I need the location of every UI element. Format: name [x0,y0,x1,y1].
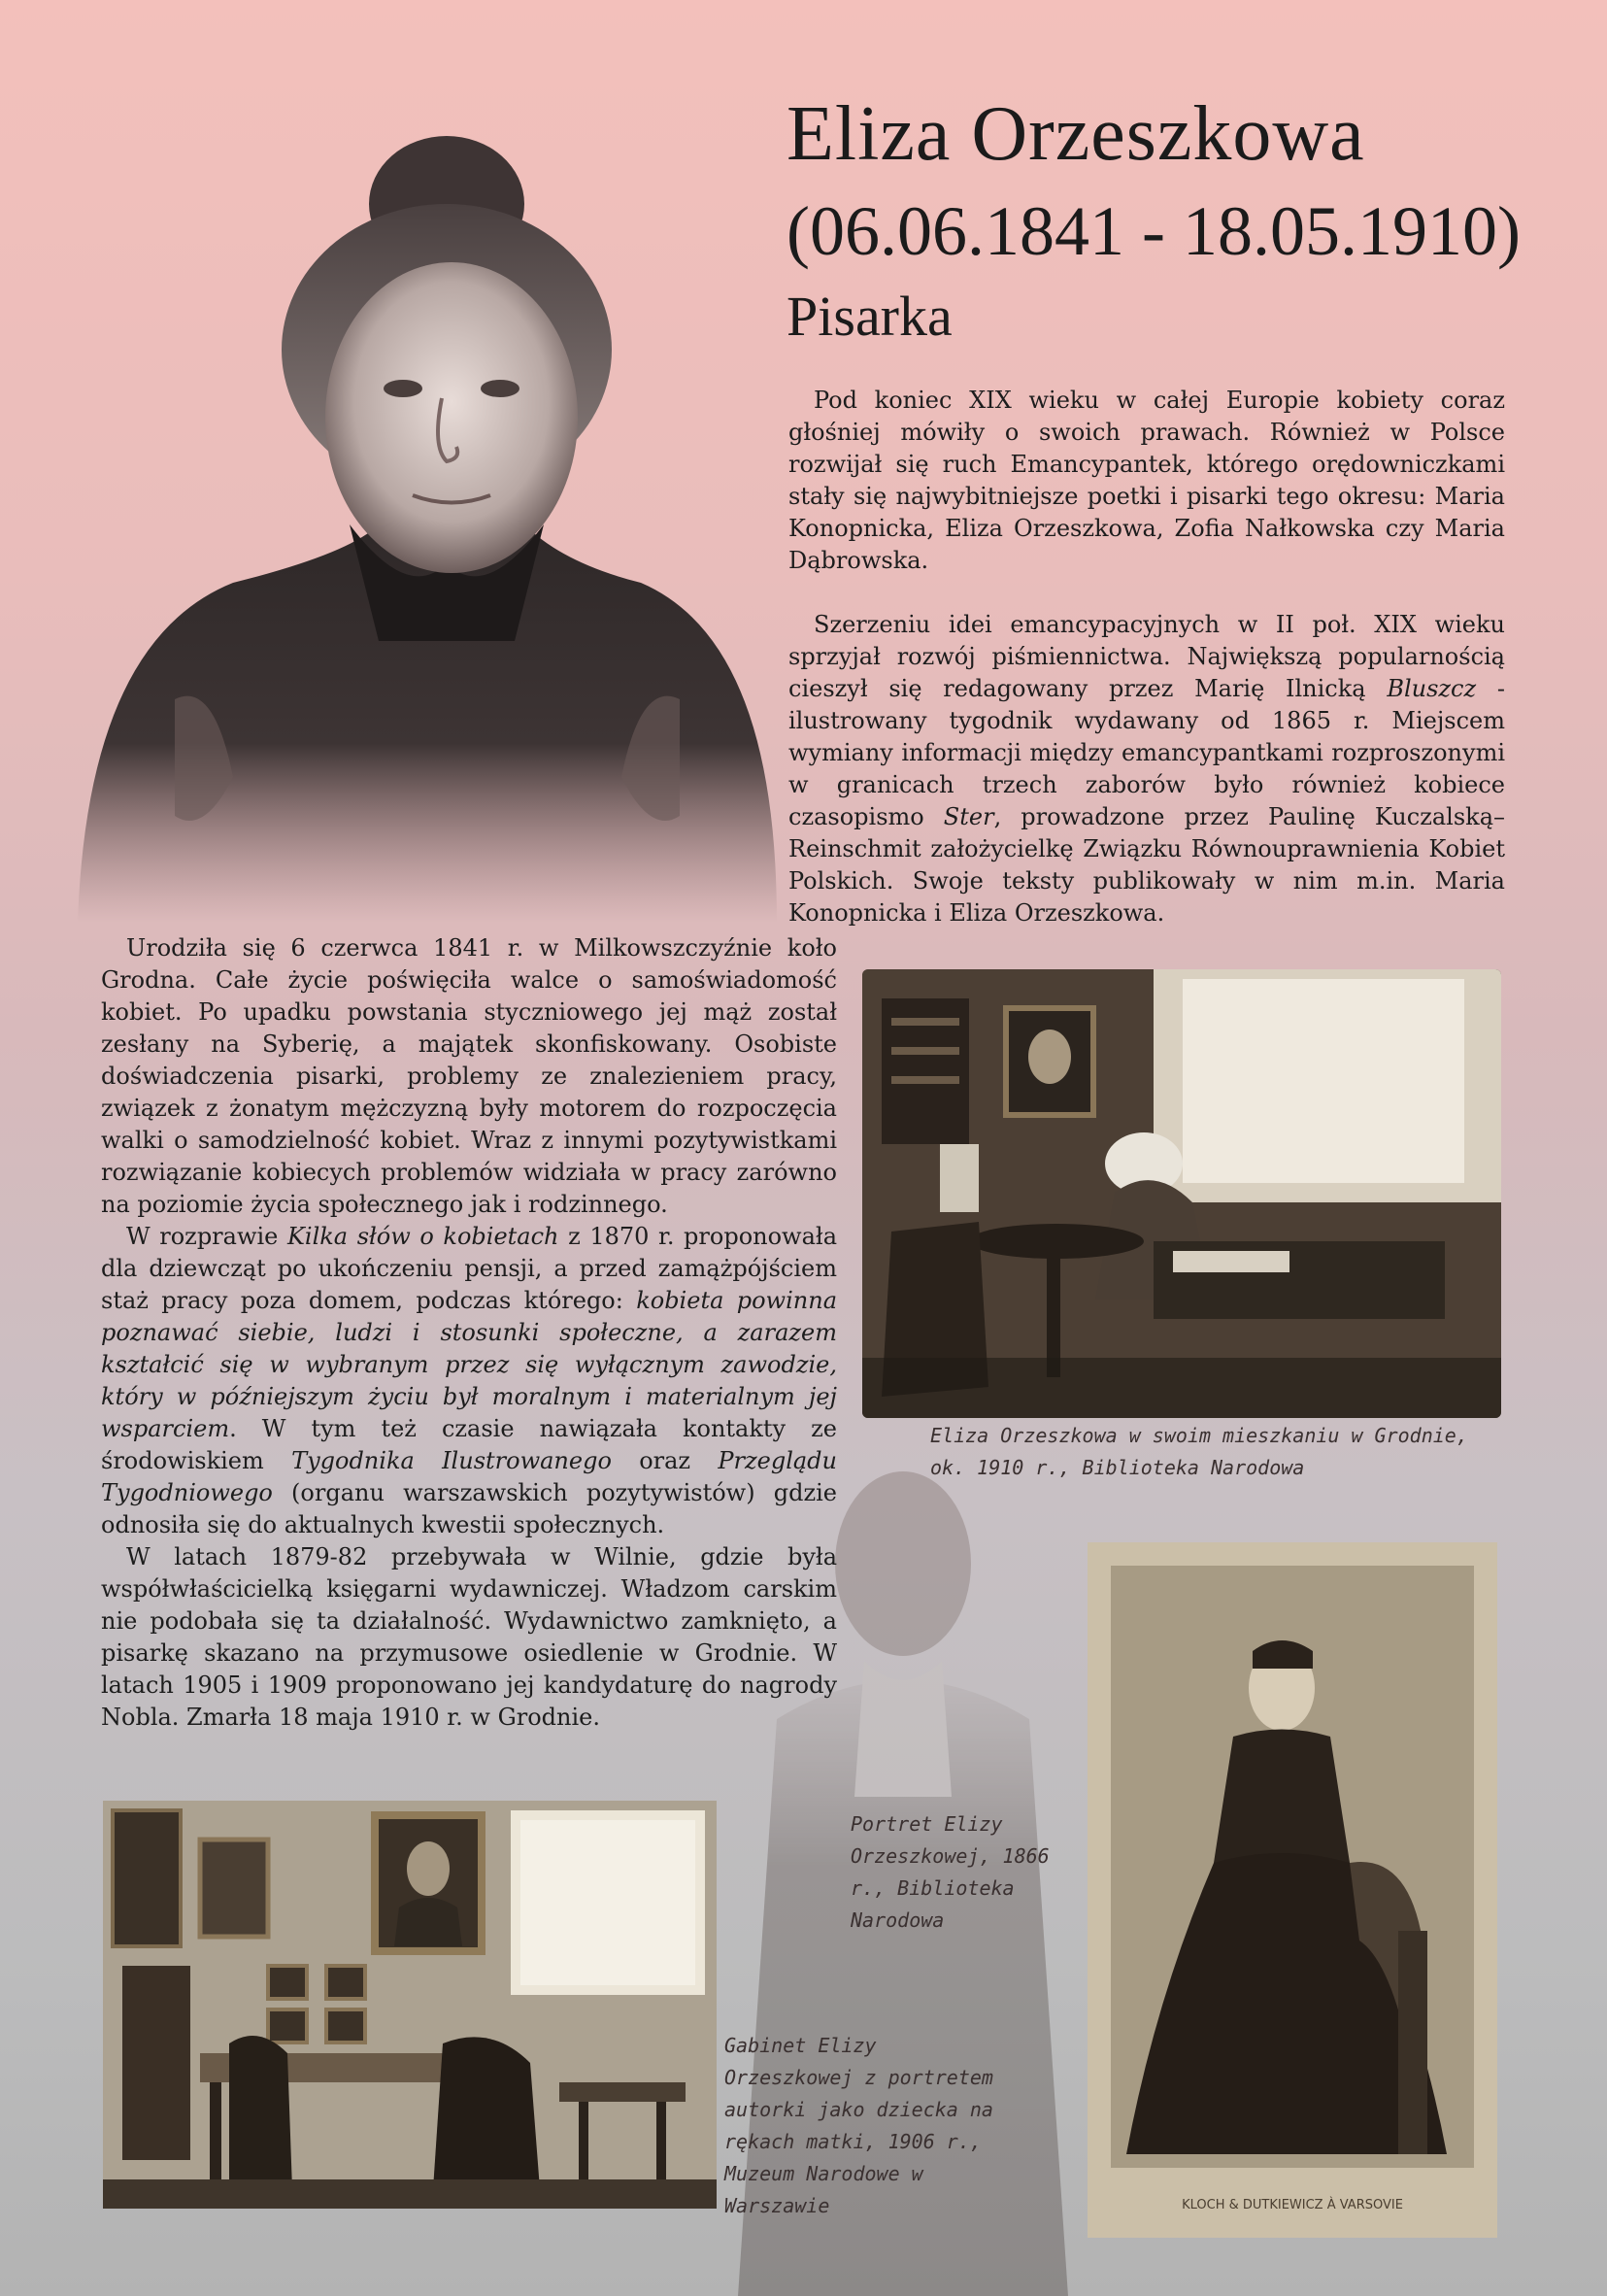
intro-paragraph-2: Szerzeniu idei emancypacyjnych w II poł. XIX wieku sprzyjał rozwój piśmiennictwa. Największą popularnością cieszył się redagowany przez Marię Ilnicką Bluszcz - ilustrowany tygodnik wydawany od 1865 r. Miejscem wymiany informacji między emancypantkami rozproszonymi w granicach trzech zaborów było również kobiece czasopismo Ster, prowadzone przez Paulinę Kuczalską–Reinschmit założycielkę Związku Równouprawnienia Kobiet Polskich. Swoje teksty publikowały w nim m.in. Maria Konopnicka i Eliza Orzeszkowa. [788,611,1505,927]
intro-paragraph-1: Pod koniec XIX wieku w całej Europie kobiety coraz głośniej mówiły o swoich prawach. Również w Polsce rozwijał się ruch Emancypantek, którego orędowniczkami stały się najwybitniejsze poetki i pisarki tego okresu: Maria Konopnicka, Eliza Orzeszkowa, Zofia Nałkowska czy Maria Dąbrowska. [788,387,1505,574]
bio-paragraph-3: W latach 1879-82 przebywała w Wilnie, gdzie była współwłaścicielką księgarni wydawniczej. Władzom carskim nie podobała się ta działalność. Wydawnictwo zamknięto, a pisarkę skazano na przymusowe osiedlenie w Grodnie. W latach 1905 i 1909 proponowano jej kandydaturę do nagrody Nobla. Zmarła 18 maja 1910 r. w Grodnie. [101,1543,837,1731]
intro-text [788,385,1505,929]
standing-portrait-photo [1088,1542,1497,2238]
bio-paragraph-2: W rozprawie Kilka słów o kobietach z 1870 r. proponowała dla dziewcząt po ukończeniu pensji, a przed zamążpójściem staż pracy poza domem, podczas którego: kobieta powinna poznawać siebie, ludzi i stosunki społeczne, a zarazem kształcić się w wybranym przez się wyłącznym zawodzie, który w późniejszym życiu był moralnym i materialnym jej wsparciem. W tym też czasie nawiązała kontakty ze środowiskiem Tygodnika Ilustrowanego oraz Przeglądu Tygodniowego (organu warszawskich pozytywistów) gdzie odnosiła się do aktualnych kwestii społecznych. [101,1223,837,1538]
subtitle-role: Pisarka [787,285,953,348]
life-dates: (06.06.1841 - 18.05.1910) [787,192,1521,270]
study-interior-photo [103,1801,717,2209]
biography-text [101,932,837,1734]
home-interior-photo [862,969,1501,1418]
caption-study-photo: Gabinet Elizy Orzeszkowej z portretem autorki jako dziecka na rękach matki, 1906 r., Muzeum Narodowe w Warszawie [724,2034,993,2217]
page-title: Eliza Orzeszkowa [787,91,1365,177]
studio-mark: KLOCH & DUTKIEWICZ À VARSOVIE [1182,2198,1403,2212]
bio-paragraph-1: Urodziła się 6 czerwca 1841 r. w Milkowszczyźnie koło Grodna. Całe życie poświęciła walce o samoświadomość kobiet. Po upadku powstania styczniowego jej mąż został zesłany na Syberię, a majątek skonfiskowany. Osobiste doświadczenia pisarki, problemy ze znalezieniem pracy, związek z żonatym mężczyzną były motorem do rozpoczęcia walki o samodzielność kobiet. Wraz z innymi pozytywistkami rozwiązanie kobiecych problemów widziała w pracy zarówno na poziomie życia społecznego jak i rodzinnego. [101,934,837,1218]
caption-portrait-photo: Portret Elizy Orzeszkowej, 1866 r., Biblioteka Narodowa [851,1812,1050,1932]
main-portrait-photo [58,97,796,923]
caption-home-photo: Eliza Orzeszkowa w swoim mieszkaniu w Grodnie, ok. 1910 r., Biblioteka Narodowa [930,1424,1468,1479]
